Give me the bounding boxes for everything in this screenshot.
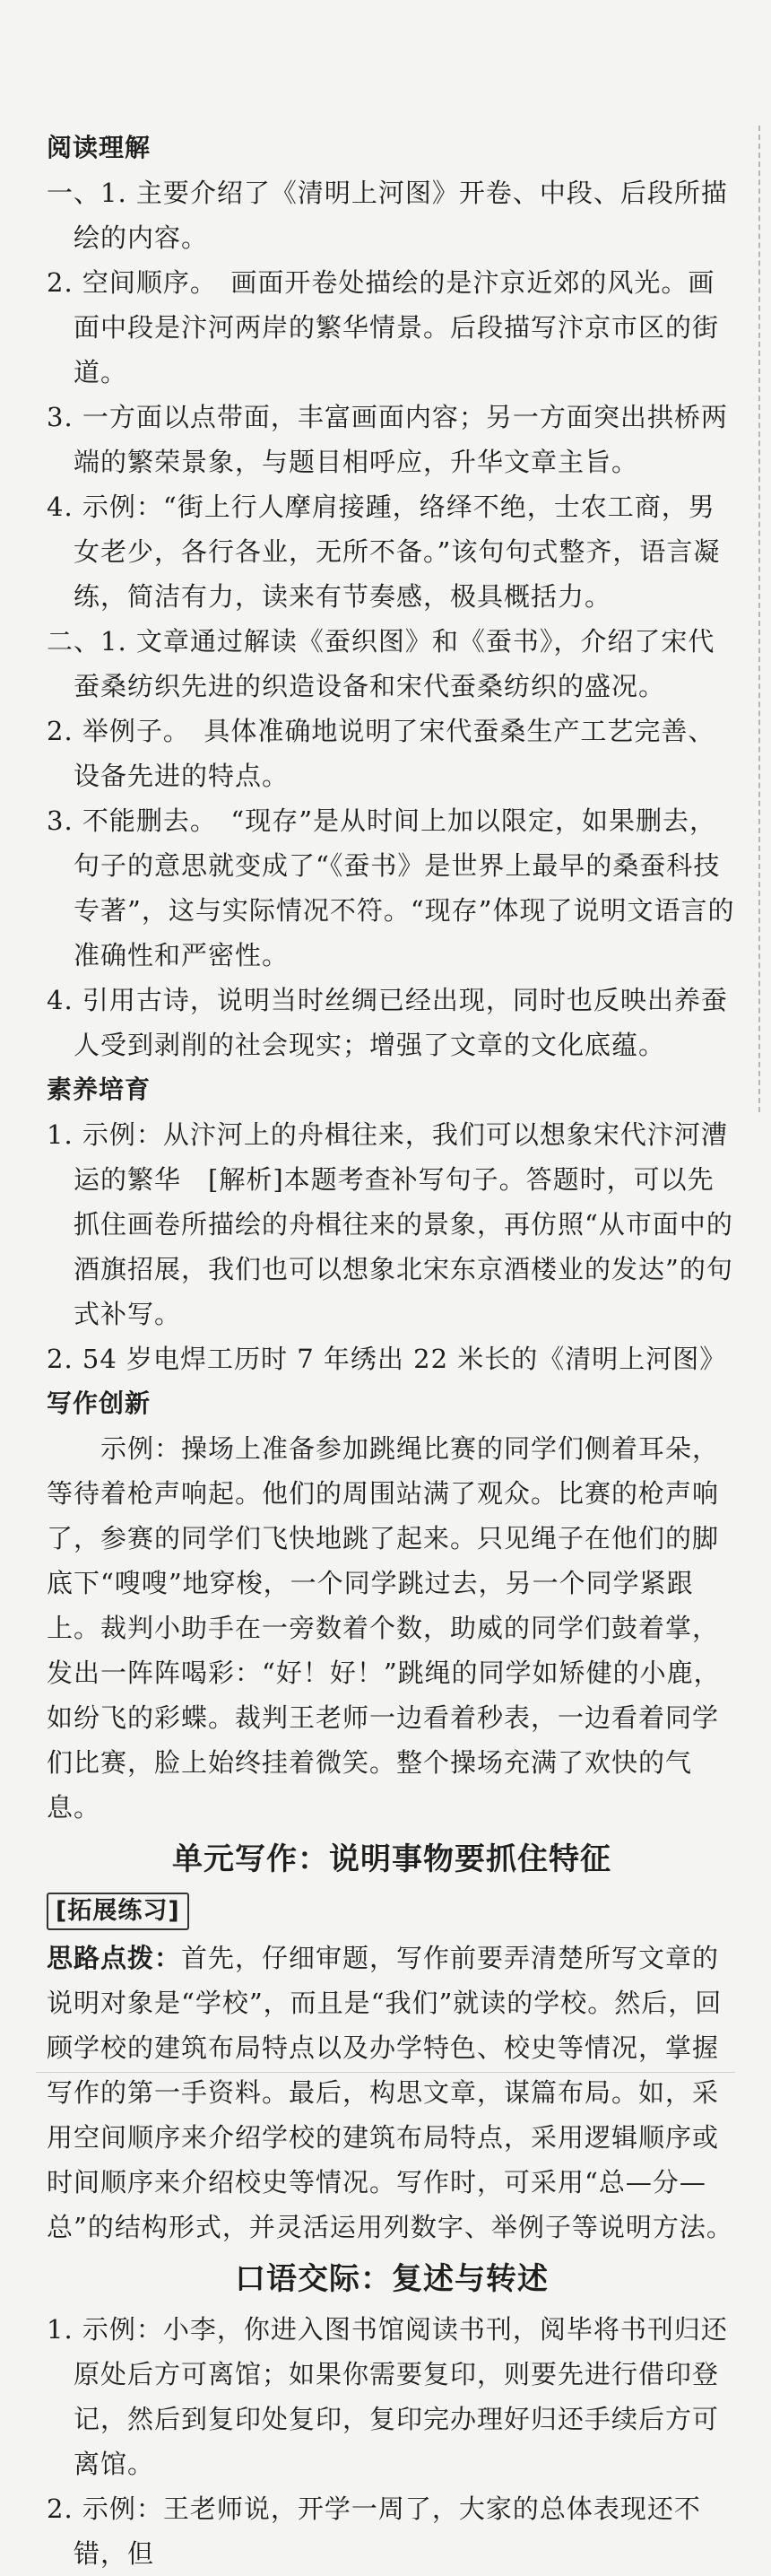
reading-heading: 阅读理解 [47,133,152,162]
binding-dashed-line [758,126,760,1112]
oral-answer-1: 1. 示例：小李，你进入图书馆阅读书刊，阅毕将书刊归还原处后方可离馆；如果你需要复印，则要先进行借印登记，然后到复印处复印，复印完办理好归还手续后方可离馆。 [47,2314,728,2479]
unit-writing-title: 单元写作：说明事物要抓住特征 [172,1841,611,1877]
reading-answer-2-1: 二、1. 文章通过解读《蚕织图》和《蚕书》，介绍了宋代蚕桑纺织先进的织造设备和宋代蚕桑纺织的盛况。 [47,626,715,701]
reading-answer-2-3: 3. 不能删去。 “现存”是从时间上加以限定，如果删去，句子的意思就变成了“《蚕书》是世界上最早的桑蚕科技专著”，这与实际情况不符。“现存”体现了说明文语言的准确性和严密性。 [47,805,735,970]
reading-answer-2-4: 4. 引用古诗，说明当时丝绸已经出现，同时也反映出养蚕人受到剥削的社会现实；增强了文章的文化底蕴。 [47,985,728,1060]
guidance-lead: 思路点拨： [47,1943,182,1973]
literacy-heading: 素养培育 [47,1075,152,1104]
reading-answer-2-2: 2. 举例子。 具体准确地说明了宋代蚕桑生产工艺完善、设备先进的特点。 [47,716,715,791]
reading-answer-1-4: 4. 示例：“街上行人摩肩接踵，络绎不绝，士农工商，男女老少，各行各业，无所不备。”该句句式整齐，语言凝练，简洁有力，读来有节奏感，极具概括力。 [47,492,721,612]
answer-content [47,126,737,2576]
extension-practice-tag: [拓展练习] [47,1893,189,1930]
literacy-answer-1: 1. 示例：从汴河上的舟楫往来，我们可以想象宋代汴河漕运的繁华 [解析]本题考查补写句子。答题时，可以先抓住画卷所描绘的舟楫往来的景象，再仿照“从市面中的酒旗招展，我们也可以想象北宋东京酒楼业的发达”的句式补写。 [47,1119,733,1329]
reading-answer-1-3: 3. 一方面以点带面，丰富画面内容；另一方面突出拱桥两端的繁荣景象，与题目相呼应，升华文章主旨。 [47,402,728,477]
reading-answer-1-2: 2. 空间顺序。 画面开卷处描绘的是汴京近郊的风光。画面中段是汴河两岸的繁华情景。后段描写汴京市区的街道。 [47,267,720,387]
reading-answer-1-1: 一、1. 主要介绍了《清明上河图》开卷、中段、后段所描绘的内容。 [47,178,728,253]
unit-writing-guidance [47,1936,737,2250]
oral-communication-title: 口语交际：复述与转述 [235,2261,549,2297]
writing-heading: 写作创新 [47,1388,152,1418]
oral-answer-2: 2. 示例：王老师说，开学一周了，大家的总体表现还不错，但 [47,2493,701,2569]
bottom-divider [36,2072,735,2073]
literacy-answer-2: 2. 54 岁电焊工历时 7 年绣出 22 米长的《清明上河图》 [47,1344,727,1374]
guidance-body: 首先，仔细审题，写作前要弄清楚所写文章的说明对象是“学校”，而且是“我们”就读的学校。然后，回顾学校的建筑布局特点以及办学特色、校史等情况，掌握写作的第一手资料。最后，构思文章，谋篇布局。如，采用空间顺序来介绍学校的建筑布局特点，采用逻辑顺序或时间顺序来介绍校史等情况。写作时，可采用“总—分—总”的结构形式，并灵活运用列数字、举例子等说明方法。 [47,1943,733,2242]
writing-example: 示例：操场上准备参加跳绳比赛的同学们侧着耳朵，等待着枪声响起。他们的周围站满了观众。比赛的枪声响了，参赛的同学们飞快地跳了起来。只见绳子在他们的脚底下“嗖嗖”地穿梭，一个同学跳过去，另一个同学紧跟上。裁判小助手在一旁数着个数，助威的同学们鼓着掌，发出一阵阵喝彩：“好！好！”跳绳的同学如矫健的小鹿，如纷飞的彩蝶。裁判王老师一边看着秒表，一边看着同学们比赛，脸上始终挂着微笑。整个操场充满了欢快的气息。 [47,1433,721,1823]
